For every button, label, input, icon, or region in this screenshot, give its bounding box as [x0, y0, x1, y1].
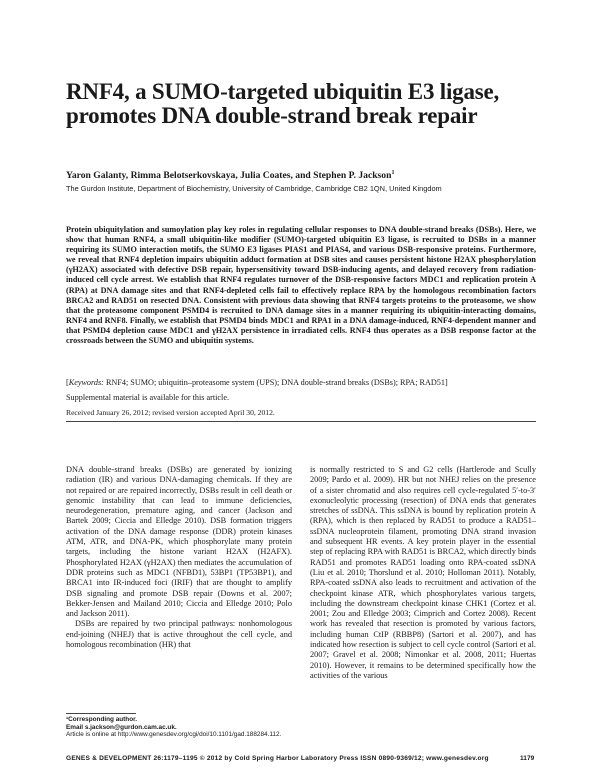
page-number: 1179: [520, 755, 535, 762]
article-title: RNF4, a SUMO-targeted ubiquitin E3 ligase, promotes DNA double-strand break repair: [66, 79, 500, 128]
corresponding-email: Email s.jackson@gurdon.cam.ac.uk.: [66, 723, 177, 731]
body-paragraph: DNA double-strand breaks (DSBs) are generated by ionizing radiation (IR) and various DNA-damaging chemicals. If they are not repaired or are repaired incorrectly, DSBs result in cell death or genomic instability that can lead to immune deficiencies, neurodegeneration, premature aging, and cancer (Jackson and Bartek 2009; Ciccia and Elledge 2010). DSB formation triggers activation of the DNA damage response (DDR) protein kinases ATM, ATR, and DNA-PK, which phosphorylate many protein targets, including the histone variant H2AX (H2AFX). Phosphorylated H2AX (γH2AX) then mediates the accumulation of DDR proteins such as MDC1 (NFBD1), 53BP1 (TP53BP1), and BRCA1 into IR-induced foci (IRIF) that are thought to amplify DSB signaling and promote DSB repair (Downs et al. 2007; Bekker-Jensen and Mailand 2010; Ciccia and Elledge 2010; Polo and Jackson 2011).: [66, 465, 292, 619]
article-online-link: Article is online at http://www.genesdev.org/cgi/doi/10.1101/gad.188284.112.: [66, 731, 282, 739]
footnote-divider: [66, 713, 136, 714]
corresponding-author-label: ¹Corresponding author.: [66, 716, 138, 723]
keywords-label: Keywords:: [68, 378, 104, 387]
journal-footer: GENES & DEVELOPMENT 26:1179–1195 © 2012 by Cold Spring Harbor Laboratory Press ISSN 0890-9369/12; www.genesdev.org: [66, 755, 489, 762]
keywords: [66, 378, 546, 388]
authors-text: Yaron Galanty, Rimma Belotserkovskaya, Julia Coates, and Stephen P. Jackson: [66, 170, 392, 182]
received-dates: Received January 26, 2012; revised version accepted April 30, 2012.: [66, 408, 275, 417]
abstract: Protein ubiquitylation and sumoylation play key roles in regulating cellular responses to DNA double-strand breaks (DSBs). Here, we show that human RNF4, a small ubiquitin-like modifier (SUMO)-targeted ubiquitin E3 ligase, is recruited to DSBs in a manner requiring its SUMO interaction motifs, the SUMO E3 ligases PIAS1 and PIAS4, and various DSB-responsive proteins. Furthermore, we reveal that RNF4 depletion impairs ubiquitin adduct formation at DSB sites and causes persistent histone H2AX phosphorylation (γH2AX) associated with defective DSB repair, hypersensitivity toward DSB-inducing agents, and delayed recovery from radiation-induced cell cycle arrest. We establish that RNF4 regulates turnover of the DSB-responsive factors MDC1 and replication protein A (RPA) at DNA damage sites and that RNF4-depleted cells fail to effectively replace RPA by the homologous recombination factors BRCA2 and RAD51 on resected DNA. Consistent with previous data showing that RNF4 targets proteins to the proteasome, we show that the proteasome component PSMD4 is recruited to DNA damage sites in a manner requiring its ubiquitin-interacting domains, RNF4 and RNF8. Finally, we establish that PSMD4 binds MDC1 and RPA1 in a DNA damage-induced, RNF4-dependent manner and that PSMD4 depletion cause MDC1 and γH2AX persistence in irradiated cells. RNF4 thus operates as a DSB response factor at the crossroads between the SUMO and ubiquitin systems.: [66, 225, 536, 346]
keywords-open: [: [66, 378, 69, 387]
author-mark: 1: [391, 170, 395, 176]
keywords-close: ]: [445, 378, 448, 387]
header-divider: [66, 421, 536, 422]
keywords-list: RNF4; SUMO; ubiquitin–proteasome system (UPS); DNA double-strand breaks (DSBs); RPA; RAD51: [105, 378, 445, 387]
body-paragraph: DSBs are repaired by two principal pathways: nonhomologous end-joining (NHEJ) that is active throughout the cell cycle, and homologous recombination (HR) that: [66, 619, 292, 650]
author-list: [66, 170, 546, 181]
body-paragraph: is normally restricted to S and G2 cells (Hartlerode and Scully 2009; Pardo et al. 2009). HR but not NHEJ relies on the presence of a sister chromatid and also requires cell cycle-regulated 5′-to-3′ exonucleolytic processing (resection) of DNA ends that generates stretches of ssDNA. This ssDNA is bound by replication protein A (RPA), which is then replaced by RAD51 to produce a RAD51–ssDNA nucleoprotein filament, promoting DNA strand invasion and subsequent HR events. A key protein player in the essential step of replacing RPA with RAD51 is BRCA2, which directly binds RAD51 and promotes RAD51 loading onto RPA-coated ssDNA (Liu et al. 2010; Thorslund et al. 2010; Holloman 2011). Notably, RPA-coated ssDNA also leads to recruitment and activation of the checkpoint kinase ATR, which phosphorylates various targets, including the downstream checkpoint kinase CHK1 (Cortez et al. 2001; Zou and Elledge 2003; Cimprich and Cortez 2008). Recent work has revealed that resection is promoted by various factors, including human CtIP (RBBP8) (Sartori et al. 2007), and has indicated how resection is subject to cell cycle control (Sartori et al. 2007; Gravel et al. 2008; Nimonkar et al. 2008, 2011; Huertas 2010). However, it remains to be determined specifically how the activities of the various: [310, 465, 536, 680]
body-column-right: [310, 465, 536, 681]
affiliation: The Gurdon Institute, Department of Biochemistry, University of Cambridge, Cambridge CB2 1QN, United Kingdom: [66, 184, 442, 193]
footnotes: [66, 716, 292, 739]
supplemental-note: Supplemental material is available for this article.: [66, 393, 230, 402]
body-column-left: [66, 465, 292, 650]
